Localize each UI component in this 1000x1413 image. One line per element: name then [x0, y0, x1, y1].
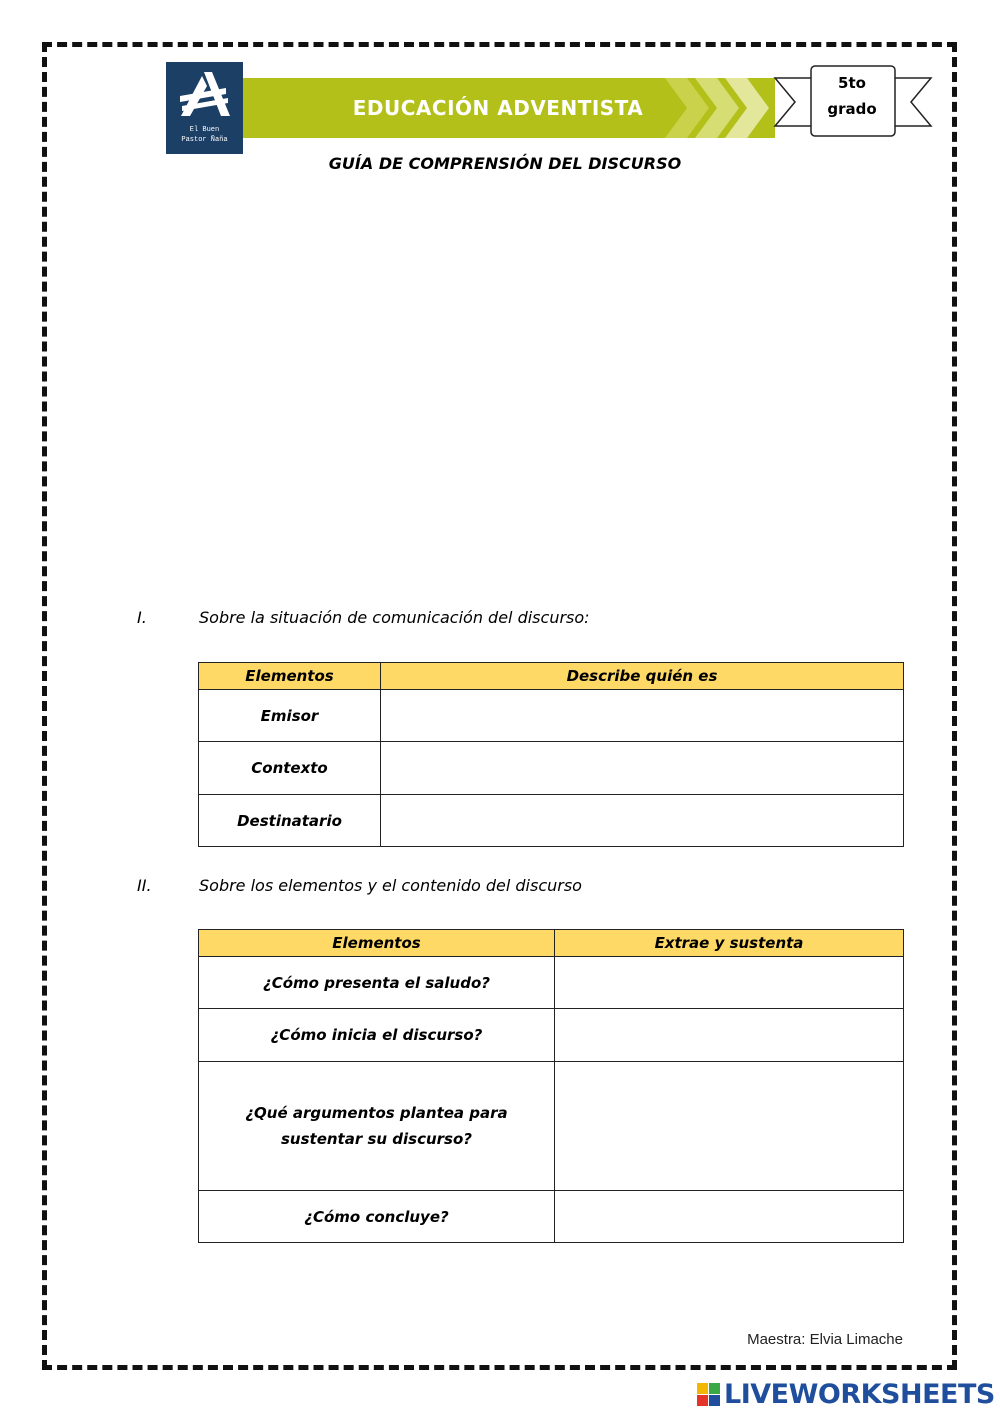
answer-cell-conclusion[interactable] [555, 1191, 904, 1243]
table-row [199, 1009, 904, 1062]
column-header: Extrae y sustenta [555, 930, 904, 957]
section-1-text: Sobre la situación de comunicación del discurso: [199, 608, 590, 627]
row-label: ¿Cómo concluye? [199, 1191, 555, 1243]
section-1-heading [137, 608, 590, 627]
logo-a-icon [176, 70, 233, 118]
answer-cell-contexto[interactable] [381, 742, 904, 795]
column-header: Describe quién es [381, 663, 904, 690]
logo-line-2: Pastor Ñaña [181, 136, 228, 144]
liveworksheets-logo-icon [697, 1383, 720, 1406]
row-label: ¿Cómo inicia el discurso? [199, 1009, 555, 1062]
table-row [199, 957, 904, 1009]
chevron-arrows-icon [665, 78, 777, 138]
table-row [199, 690, 904, 742]
row-label: ¿Cómo presenta el saludo? [199, 957, 555, 1009]
column-header: Elementos [199, 930, 555, 957]
content-table [198, 929, 904, 1243]
section-2-number: II. [137, 876, 152, 895]
answer-cell-emisor[interactable] [381, 690, 904, 742]
table-row [199, 1191, 904, 1243]
answer-cell-inicio[interactable] [555, 1009, 904, 1062]
table-header-row [199, 663, 904, 690]
liveworksheets-brand: LIVEWORKSHEETS [724, 1378, 995, 1410]
row-label: Contexto [199, 742, 381, 795]
grade-number: 5to [838, 74, 866, 92]
table-row [199, 795, 904, 847]
situation-table [198, 662, 904, 847]
page-title: GUÍA DE COMPRENSIÓN DEL DISCURSO [328, 154, 682, 173]
table-header-row [199, 930, 904, 957]
column-header: Elementos [199, 663, 381, 690]
section-2-text: Sobre los elementos y el contenido del discurso [199, 876, 582, 895]
table-row [199, 1062, 904, 1191]
teacher-name: Maestra: Elvia Limache [747, 1331, 903, 1348]
banner-title: EDUCACIÓN ADVENTISTA [352, 96, 644, 120]
answer-cell-saludo[interactable] [555, 957, 904, 1009]
grade-label [812, 70, 892, 122]
school-logo [166, 62, 243, 154]
section-1-number: I. [137, 608, 147, 627]
answer-cell-destinatario[interactable] [381, 795, 904, 847]
section-2-heading [137, 876, 582, 895]
table-row [199, 742, 904, 795]
row-label: ¿Qué argumentos plantea para sustentar su discurso? [199, 1062, 555, 1191]
logo-line-1: El Buen [189, 126, 220, 134]
answer-cell-argumentos[interactable] [555, 1062, 904, 1191]
row-label: Destinatario [199, 795, 381, 847]
liveworksheets-watermark [697, 1377, 995, 1411]
row-label: Emisor [199, 690, 381, 742]
grade-word: grado [827, 100, 877, 118]
